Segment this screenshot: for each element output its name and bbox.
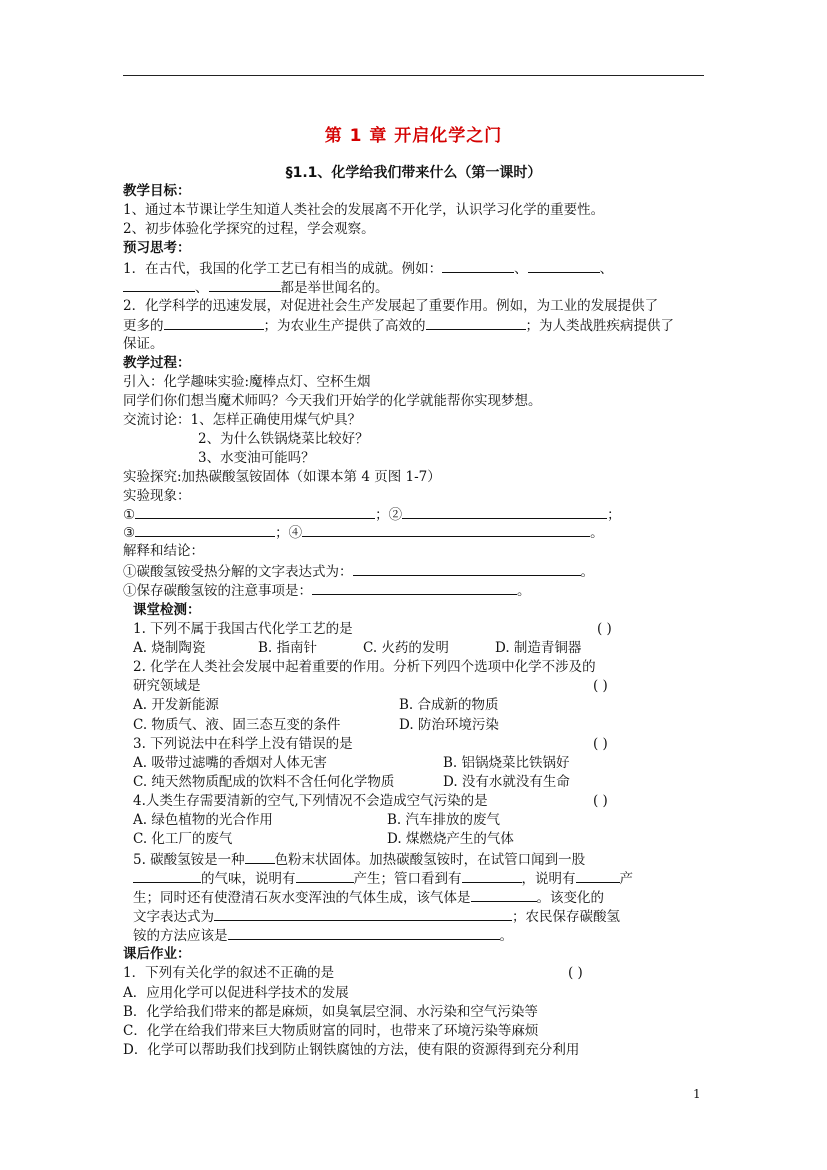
option: C. 纯天然物质配成的饮料不含任何化学物质 [133,774,395,790]
option: B. 汽车排放的废气 [387,812,501,828]
classroom-q4: 4.人类生存需要清新的空气,下列情况不会造成空气污染的是 [133,793,488,809]
option: A. 开发新能源 [133,697,219,713]
q5-text: 5. 碳酸氢铵是一种 [133,852,245,868]
q5-text: 文字表达式为 [133,909,214,925]
marker: ；④ [275,525,303,541]
discussion-item: 2、为什么铁锅烧菜比较好？ [198,431,369,447]
q5-text: 。该变化的 [536,890,604,906]
conclusion-1 [123,562,594,582]
answer-blank[interactable] [402,505,607,519]
answer-blank[interactable] [312,581,517,595]
discussion-item: 3、水变油可能吗？ [198,450,315,466]
q5-text: 产生；管口看到有 [353,871,462,887]
process-intro: 引入：化学趣味实验:魔棒点灯、空杯生烟 [123,374,371,390]
answer-blank[interactable] [228,926,500,940]
answer-blank[interactable] [353,562,581,576]
preview-q2-text: 更多的 [123,318,164,334]
classroom-heading: 课堂检测： [133,602,201,618]
homework-heading: 课后作业： [123,946,191,962]
option: B. 指南针 [258,640,318,656]
separator: 、 [514,261,528,277]
phenomena-row-2 [123,523,604,543]
answer-blank[interactable] [135,505,375,519]
classroom-q5-line2 [133,869,633,889]
answer-paren[interactable]: ( ) [593,678,608,694]
conclusion-text: ①保存碳酸氢铵的注意事项是： [123,583,312,599]
classroom-q5-line4 [133,907,620,927]
classroom-q2-cont: 研究领域是 [133,678,201,694]
option: D. 制造青铜器 [495,640,582,656]
homework-q1: 1．下列有关化学的叙述不正确的是 [123,965,335,981]
process-heading: 教学过程： [123,355,191,371]
process-explore: 实验探究:加热碳酸氢铵固体（如课本第 4 页图 1-7） [123,469,441,485]
answer-paren[interactable]: ( ) [593,793,608,809]
answer-blank[interactable] [471,888,537,902]
preview-q2-text: ；为农业生产提供了高效的 [263,318,426,334]
q5-text: 色粉末状固体。加热碳酸氢铵时，在试管口闻到一股 [274,852,586,868]
answer-blank[interactable] [442,259,514,273]
page-number: 1 [693,1087,701,1101]
marker: ；② [375,507,403,523]
classroom-q5-line3 [133,888,604,908]
objective-item: 1、通过本节课让学生知道人类社会的发展离不开化学，认识学习化学的重要性。 [123,202,605,218]
answer-blank[interactable] [426,316,526,330]
objective-item: 2、初步体验化学探究的过程，学会观察。 [123,221,375,237]
preview-q2-line2 [123,316,674,336]
punct: 。 [517,583,531,599]
answer-blank[interactable] [123,278,195,292]
explain-label: 解释和结论： [123,543,204,559]
answer-blank[interactable] [462,869,522,883]
option: D. 防治环境污染 [399,717,499,733]
preview-heading: 预习思考： [123,240,191,256]
preview-q1-text: 1．在古代，我国的化学工艺已有相当的成就。例如： [123,261,443,277]
chapter-title: 第 1 章 开启化学之门 [324,126,503,146]
answer-blank[interactable] [245,850,275,864]
q5-text: ，说明有 [521,871,576,887]
conclusion-2 [123,581,531,601]
objectives-heading: 教学目标： [123,183,191,199]
answer-blank[interactable] [209,278,281,292]
header-rule [123,75,704,76]
option: A．应用化学可以促进科学技术的发展 [123,985,349,1001]
discussion-item: 交流讨论：1、怎样正确使用煤气炉具？ [123,412,362,428]
answer-blank[interactable] [133,869,201,883]
answer-paren[interactable]: ( ) [597,621,612,637]
answer-blank[interactable] [528,259,600,273]
option: D. 没有水就没有生命 [443,774,570,790]
classroom-q3: 3. 下列说法中在科学上没有错误的是 [133,736,353,752]
punct: ； [607,507,621,523]
answer-blank[interactable] [164,316,264,330]
option: C. 化工厂的废气 [133,831,233,847]
phenomena-label: 实验现象： [123,488,191,504]
answer-blank[interactable] [135,523,275,537]
q5-text: 的气味，说明有 [201,871,296,887]
preview-q1-line2 [123,278,389,298]
preview-q1-line1 [123,259,613,279]
process-ask: 同学们你们想当魔术师吗？今天我们开始学的化学就能帮你实现梦想。 [123,393,542,409]
phenomena-row-1 [123,505,621,525]
answer-blank[interactable] [296,869,354,883]
marker: ① [123,507,136,523]
option: D. 煤燃烧产生的气体 [387,831,514,847]
option: A. 绿色植物的光合作用 [133,812,273,828]
marker: ③ [123,525,136,541]
option: B. 合成新的物质 [399,697,499,713]
q5-text: 。 [499,928,513,944]
classroom-q1: 1. 下列不属于我国古代化学工艺的是 [133,621,353,637]
option: C. 火药的发明 [363,640,449,656]
preview-q2-line3: 保证。 [123,336,164,352]
answer-blank[interactable] [576,869,620,883]
option: A. 烧制陶瓷 [133,640,206,656]
preview-q1-tail: 都是举世闻名的。 [280,280,389,296]
preview-q2-text: ；为人类战胜疾病提供了 [525,318,674,334]
punct: 。 [580,564,594,580]
separator: 、 [195,280,209,296]
classroom-q2: 2. 化学在人类社会发展中起着重要的作用。分析下列四个选项中化学不涉及的 [133,659,596,675]
answer-paren[interactable]: ( ) [568,965,583,981]
q5-text: ；农民保存碳酸氢 [512,909,620,925]
answer-paren[interactable]: ( ) [593,736,608,752]
conclusion-text: ①碳酸氢铵受热分解的文字表达式为： [123,564,353,580]
section-title: §1.1、化学给我们带来什么（第一课时） [285,165,542,181]
answer-blank[interactable] [302,523,590,537]
preview-q2-line1: 2．化学科学的迅速发展，对促进社会生产发展起了重要作用。例如，为工业的发展提供了 [123,298,659,314]
punct: 。 [590,525,604,541]
q5-text: 生；同时还有使澄清石灰水变浑浊的气体生成，该气体是 [133,890,471,906]
option: B．化学给我们带来的都是麻烦，如臭氧层空洞、水污染和空气污染等 [123,1004,538,1020]
classroom-q5-line1 [133,850,585,870]
classroom-q5-line5 [133,926,513,946]
option: C. 物质气、液、固三态互变的条件 [133,717,341,733]
option: A. 吸带过滤嘴的香烟对人体无害 [133,755,327,771]
answer-blank[interactable] [214,907,512,921]
q5-text: 铵的方法应该是 [133,928,228,944]
option: D．化学可以帮助我们找到防止钢铁腐蚀的方法，使有限的资源得到充分利用 [123,1042,580,1058]
option: B. 铝锅烧菜比铁锅好 [443,755,570,771]
q5-text: 产 [619,871,633,887]
separator: 、 [599,261,614,277]
option: C．化学在给我们带来巨大物质财富的同时，也带来了环境污染等麻烦 [123,1023,539,1039]
